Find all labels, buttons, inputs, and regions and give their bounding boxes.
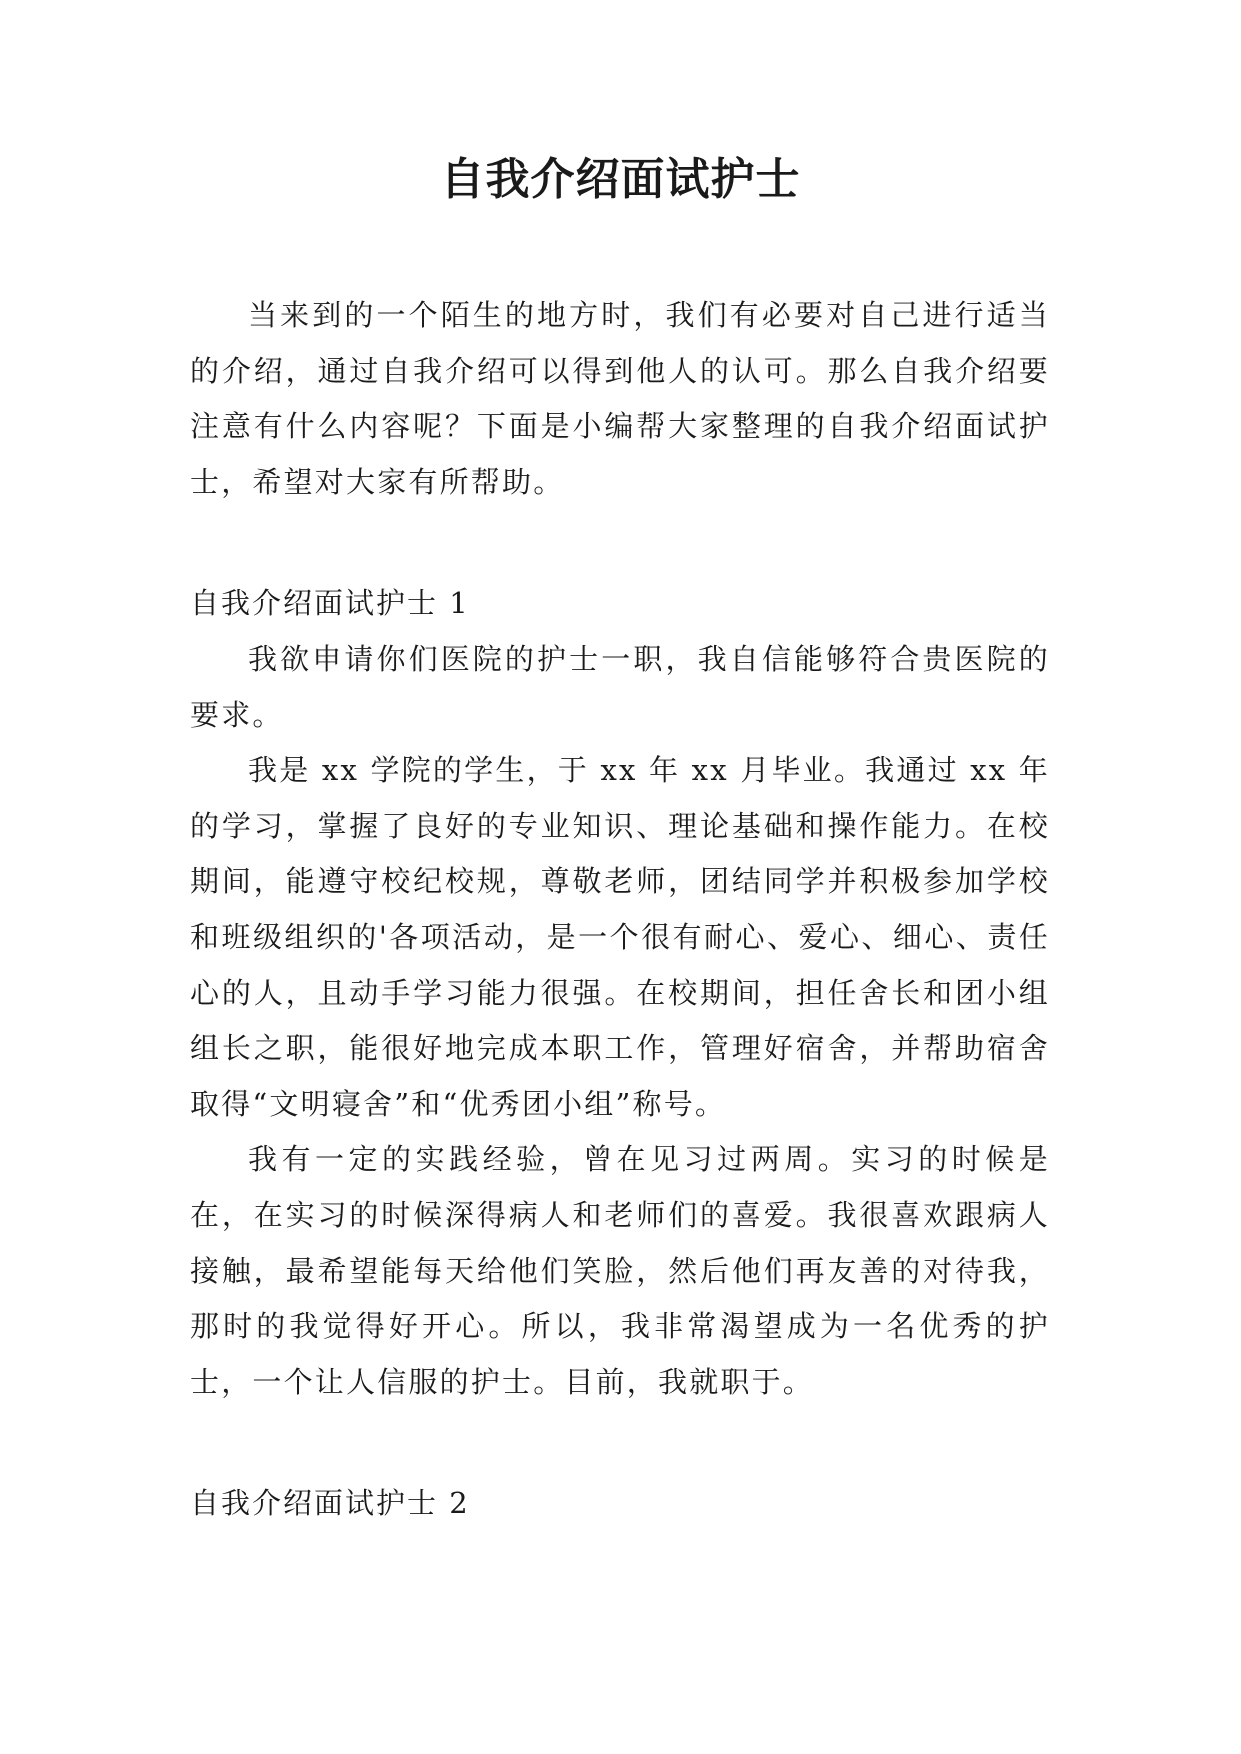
spacer [190, 1410, 1050, 1476]
section1-paragraph-1: 我欲申请你们医院的护士一职，我自信能够符合贵医院的要求。 [190, 641, 1050, 732]
intro-paragraph: 当来到的一个陌生的地方时，我们有必要对自己进行适当的介绍，通过自我介绍可以得到他人的认可。那么自我介绍要注意有什么内容呢？下面是小编帮大家整理的自我介绍面试护士，希望对大家有所帮助。 [190, 298, 1050, 499]
spacer [190, 510, 1050, 576]
document-body [190, 288, 1050, 1532]
section1-paragraph-3: 我有一定的实践经验，曾在见习过两周。实习的时候是在，在实习的时候深得病人和老师们的喜爱。我很喜欢跟病人接触，最希望能每天给他们笑脸，然后他们再友善的对待我，那时的我觉得好开心。所以，我非常渴望成为一名优秀的护士，一个让人信服的护士。目前，我就职于。 [190, 1142, 1050, 1399]
section1-paragraph-2: 我是 xx 学院的学生，于 xx 年 xx 月毕业。我通过 xx 年的学习，掌握了良好的专业知识、理论基础和操作能力。在校期间，能遵守校纪校规，尊敬老师，团结同学并积极参加学校和班级组织的'各项活动，是一个很有耐心、爱心、细心、责任心的人，且动手学习能力很强。在校期间，担任舍长和团小组组长之职，能很好地完成本职工作，管理好宿舍，并帮助宿舍取得“文明寝舍”和“优秀团小组”称号。 [190, 753, 1050, 1121]
document-title: 自我介绍面试护士 [440, 154, 801, 205]
section-heading-2: 自我介绍面试护士 2 [190, 1486, 470, 1521]
section-heading-1: 自我介绍面试护士 1 [190, 586, 470, 621]
